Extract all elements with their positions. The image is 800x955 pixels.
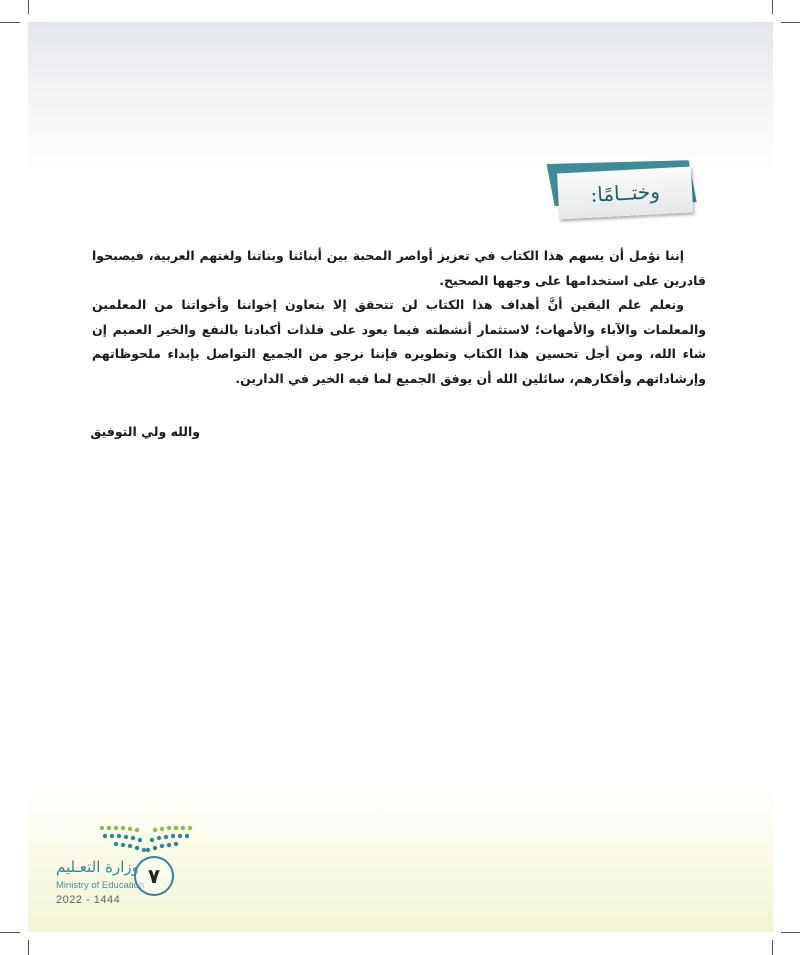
heading-card <box>557 166 693 219</box>
crop-mark-top-left-v <box>28 0 29 14</box>
paragraph-1: إننا نؤمل أن يسهم هذا الكتاب في تعزيز أواصر المحبة بين أبنائنا وبناتنا ولغتهم العربية، فيصبحوا قادرين على استخدامها على وجهها الصحيح. <box>92 248 706 288</box>
body-text <box>92 244 706 391</box>
page-number: ٧ <box>134 856 174 896</box>
crop-mark-bottom-left-v <box>28 940 29 955</box>
crop-mark-bottom-right-h <box>781 932 800 933</box>
crop-mark-top-left-h <box>0 22 20 23</box>
ministry-name-english: Ministry of Education <box>56 880 145 891</box>
crop-mark-top-right-h <box>781 22 800 23</box>
ministry-name-arabic: وزارة التعـليم <box>56 858 139 876</box>
closing-line: والله ولي التوفيق <box>90 424 200 439</box>
section-heading: وختــامًا: <box>589 179 661 207</box>
crop-mark-bottom-right-v <box>772 940 773 955</box>
ministry-year: 2022 - 1444 <box>56 894 121 906</box>
ministry-logo <box>56 822 206 912</box>
paragraph-2: ونعلم علم اليقين أنَّ أهداف هذا الكتاب لن تتحقق إلا بتعاون إخواننا وأخواتنا من المعلمين والمعلمات والآباء والأمهات؛ لاستثمار أنشطته فيما يعود على فلذات أكبادنا بالنفع والخير العميم إن شاء الله، ومن أجل تحسين هذا الكتاب وتطويره فإننا نرجو من الجميع التواصل بإبداء ملحوظاتهم وإرشاداتهم وأفكارهم، سائلين الله أن يوفق الجميع لما فيه الخير في الدارين. <box>92 297 706 386</box>
heading-banner <box>547 156 702 224</box>
crop-mark-bottom-left-h <box>0 932 20 933</box>
crop-mark-top-right-v <box>772 0 773 14</box>
ministry-logo-mark-icon <box>96 822 196 856</box>
